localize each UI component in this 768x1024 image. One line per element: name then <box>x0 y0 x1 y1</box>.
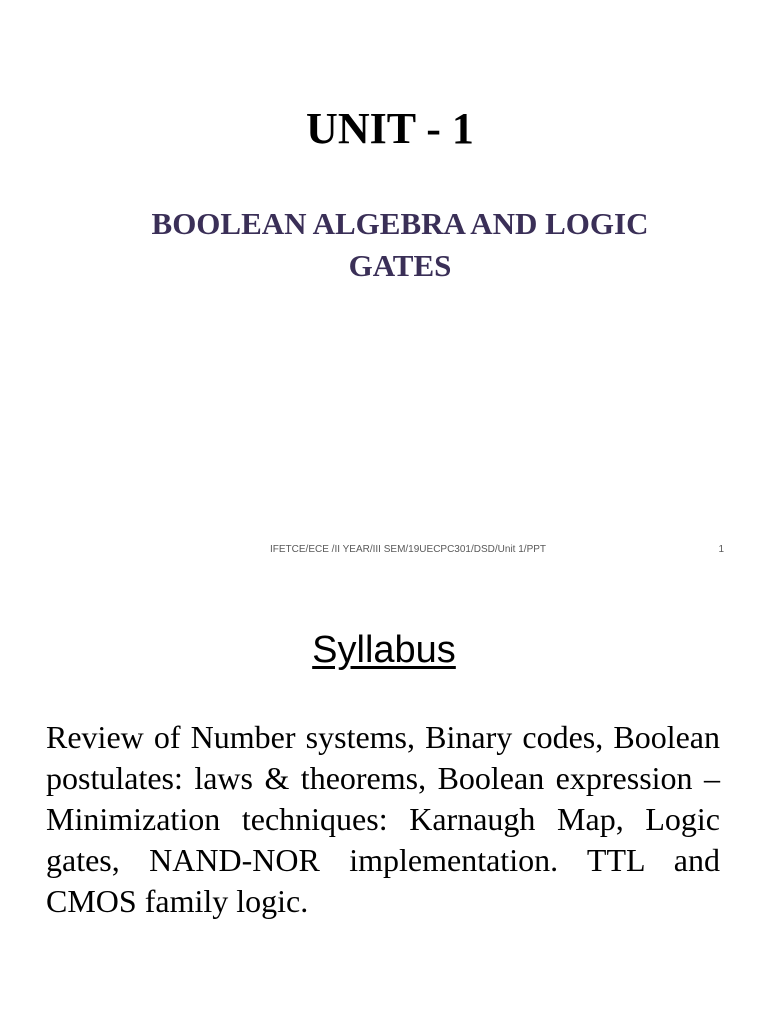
slide-footer: IFETCE/ECE /II YEAR/III SEM/19UECPC301/DSD/Unit 1/PPT <box>270 544 547 555</box>
unit-title: UNIT - 1 <box>306 104 474 153</box>
slide-page-number: 1 <box>718 544 724 555</box>
slide-syllabus <box>0 580 768 1024</box>
syllabus-heading: Syllabus <box>312 629 456 671</box>
syllabus-body-text: Review of Number systems, Binary codes, Boolean postulates: laws & theorems, Boolean expression – Minimization techniques: Karnaugh Map, Logic gates, NAND-NOR implementation. TTL and CMOS family logic. <box>46 719 720 919</box>
unit-subtitle: BOOLEAN ALGEBRA AND LOGIC GATES <box>151 206 649 283</box>
